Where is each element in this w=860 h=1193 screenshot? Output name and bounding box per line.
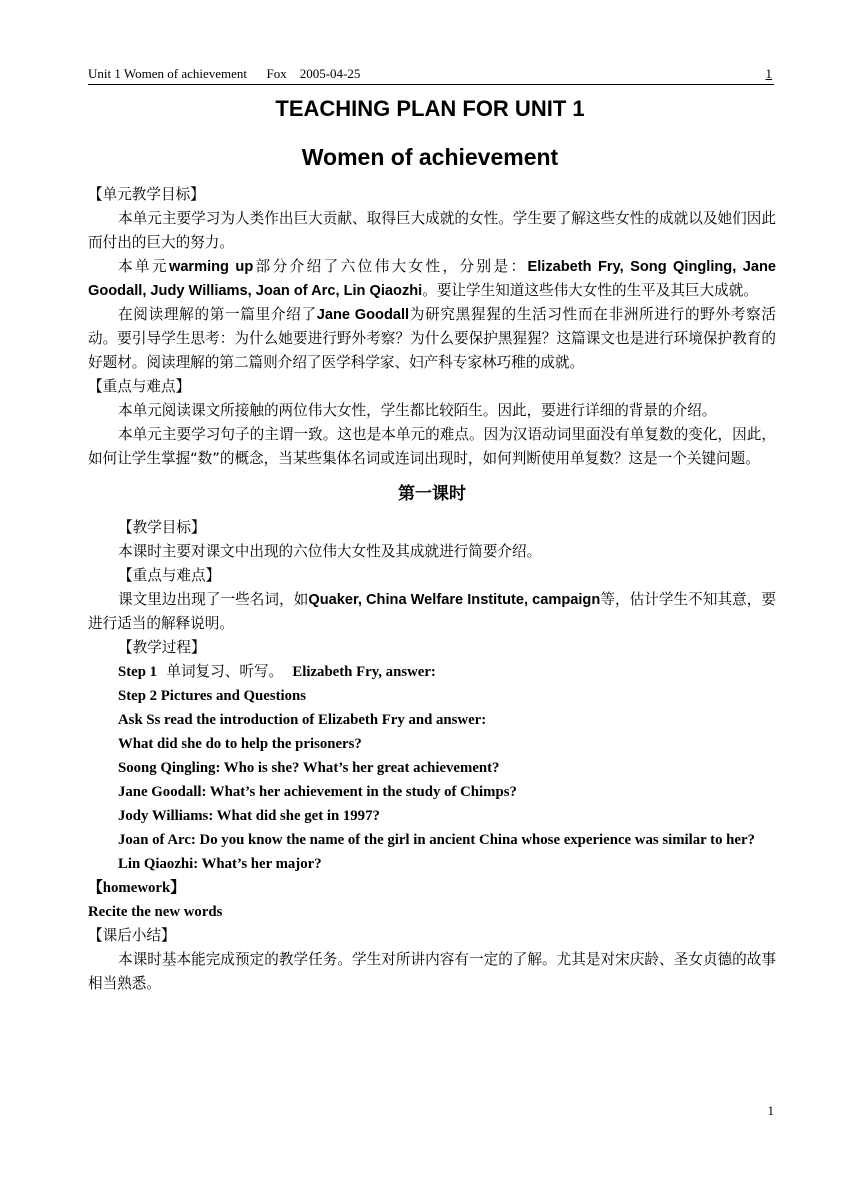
text-run-bold: Step 1: [118, 664, 158, 680]
lesson-goal-heading: 【教学目标】: [118, 519, 206, 536]
document-body: [88, 183, 776, 996]
lesson-process-heading: 【教学过程】: [118, 639, 206, 656]
header-page-number: 1: [765, 66, 772, 81]
step-1: [88, 660, 776, 684]
unit-goal-paragraph-1: 本单元主要学习为人类作出巨大贡献、取得巨大成就的女性。学生要了解这些女性的成就以及她们因此而付出的巨大的努力。: [88, 210, 776, 251]
step-line: What did she do to help the prisoners?: [118, 736, 362, 752]
text-run: 在阅读理解的第一篇里介绍了: [118, 306, 317, 323]
text-run: 课文里边出现了一些名词，如: [118, 591, 309, 608]
homework-text: Recite the new words: [88, 904, 223, 920]
text-run-bold: Quaker, China Welfare Institute, campaign: [308, 592, 601, 608]
document-title: TEACHING PLAN FOR UNIT 1: [275, 96, 585, 121]
text-run-bold: Elizabeth Fry, Song Qingling, Jane Goodall, Judy Williams, Joan of Arc, Lin Qiaozhi: [88, 259, 776, 299]
unit-goal-paragraph-2: [88, 255, 776, 303]
step-line-joan: Joan of Arc: Do you know the name of the girl in ancient China whose experience was similar to her?: [118, 832, 755, 848]
page-header: [88, 66, 774, 85]
text-run-bold: Jane Goodall: [316, 307, 410, 323]
step-line: Soong Qingling: Who is she? What’s her great achievement?: [118, 760, 500, 776]
summary-heading: 【课后小结】: [88, 927, 176, 944]
homework-heading: [88, 876, 776, 900]
text-run: 等，估计学生不知其意，要进行适当的解释说明。: [88, 591, 776, 632]
text-run: 本单元: [118, 258, 169, 275]
lesson-key-text: [88, 588, 776, 636]
lesson-1-title: 第一课时: [398, 484, 466, 504]
header-info: Unit 1 Women of achievement Fox 2005-04-25: [88, 66, 361, 81]
text-run: 单词复习、听写。: [166, 663, 284, 680]
key-points-heading: 【重点与难点】: [88, 378, 191, 395]
key-points-paragraph-2: 本单元主要学习句子的主谓一致。这也是本单元的难点。因为汉语动词里面没有单复数的变化，因此，如何让学生掌握“数”的概念，当某些集体名词或连词出现时，如何判断使用单复数？这是一个关键问题。: [88, 426, 776, 467]
step-line: Step 2 Pictures and Questions: [118, 688, 306, 704]
unit-goal-paragraph-3: [88, 303, 776, 375]
unit-goal-heading: 【单元教学目标】: [88, 186, 205, 203]
lesson-goal-text: 本课时主要对课文中出现的六位伟大女性及其成就进行简要介绍。: [118, 543, 542, 560]
step-line-lin: Lin Qiaozhi: What’s her major?: [118, 856, 322, 872]
footer-page-number: 1: [767, 1103, 774, 1118]
text-run-bold: Elizabeth Fry, answer:: [292, 664, 436, 680]
summary-text: 本课时基本能完成预定的教学任务。学生对所讲内容有一定的了解。尤其是对宋庆龄、圣女贞德的故事相当熟悉。: [88, 951, 776, 992]
step-line: Ask Ss read the introduction of Elizabeth Fry and answer:: [118, 712, 487, 728]
text-run-bold: warming up: [168, 259, 254, 275]
document-subtitle: Women of achievement: [301, 144, 559, 170]
text-run: 【homework】: [88, 880, 185, 896]
step-line: Jody Williams: What did she get in 1997?: [118, 808, 380, 824]
lesson-key-heading: 【重点与难点】: [118, 567, 221, 584]
key-points-paragraph-1: 本单元阅读课文所接触的两位伟大女性，学生都比较陌生。因此，要进行详细的背景的介绍。: [118, 402, 717, 419]
step-line: Jane Goodall: What’s her achievement in the study of Chimps?: [118, 784, 517, 800]
text-run: 为研究黑猩猩的生活习性而在非洲所进行的野外考察活动。要引导学生思考：为什么她要进行野外考察？为什么要保护黑猩猩？这篇课文也是进行环境保护教育的好题材。阅读理解的第二篇则介绍了医学科学家、妇产科专家林巧稚的成就。: [88, 306, 776, 371]
text-run: 。要让学生知道这些伟大女性的生平及其巨大成就。: [422, 282, 758, 299]
text-run: 部分介绍了六位伟大女性，分别是：: [253, 258, 528, 275]
